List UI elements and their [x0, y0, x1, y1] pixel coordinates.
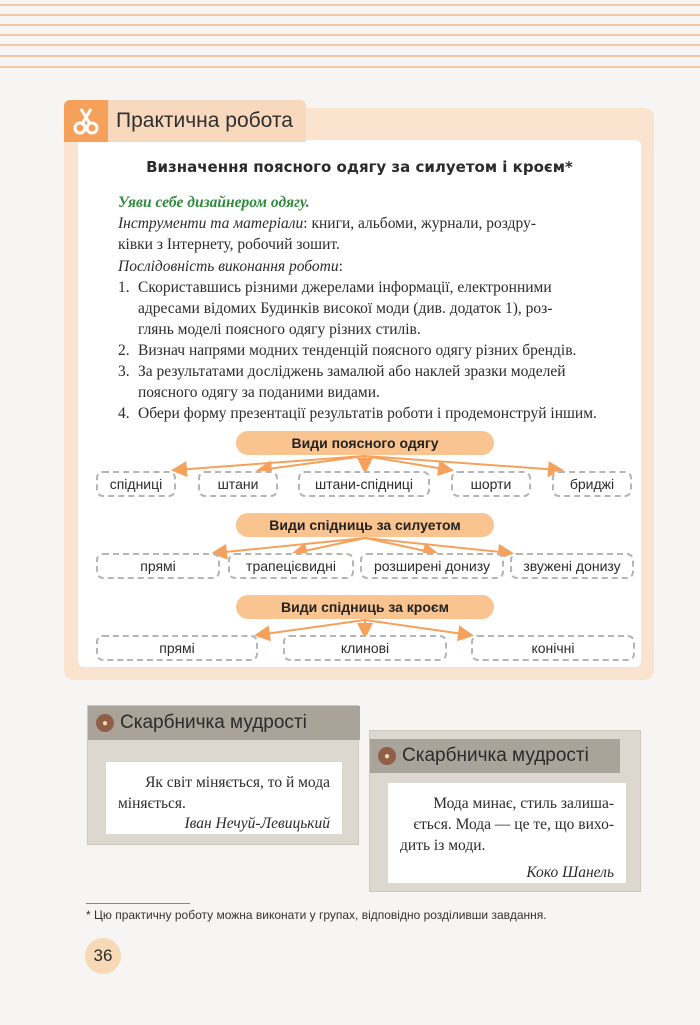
- types-title: Види поясного одягу: [236, 431, 494, 455]
- silhouette-title: Види спідниць за силуетом: [236, 513, 494, 537]
- step-item: 1. Скориставшись різними джерелами інформації, електронними адресами відомих Будинків високої моди (див. додаток 1), роз- глянь моделі поясного одягу різних стилів.: [118, 279, 553, 338]
- tools-line-2: ківки з Інтернету, робочий зошит.: [118, 236, 340, 253]
- wisdom-card-1: [87, 705, 359, 845]
- step-item: 3. За результатами досліджень замалюй або наклей зразки моделей поясного одягу за поданими видами.: [118, 363, 566, 401]
- footnote-divider: [86, 903, 190, 904]
- silhouette-box: розширені донизу: [360, 553, 504, 579]
- cut-box: клинові: [283, 635, 447, 661]
- cut-box: прямі: [96, 635, 258, 661]
- intro-line: Уяви себе дизайнером одягу.: [118, 194, 310, 211]
- step-item: 4. Обери форму презентації результатів роботи і продемонструй іншим.: [118, 405, 597, 422]
- sequence-label: Послідовність виконання роботи: [118, 258, 339, 275]
- step-item: 2. Визнач напрями модних тенденцій поясного одягу різних брендів.: [118, 342, 577, 359]
- wisdom-heading-bar: [88, 706, 360, 740]
- wisdom-author: Іван Нечуй-Левицький: [184, 815, 330, 832]
- button-icon: ●: [378, 747, 396, 765]
- silhouette-box: звужені донизу: [510, 553, 634, 579]
- cut-title: Види спідниць за кроєм: [236, 595, 494, 619]
- wisdom-card-2: [369, 730, 641, 892]
- tools-line-1: Інструменти та матеріали: книги, альбоми, журнали, роздру-: [118, 215, 536, 232]
- type-box: шорти: [451, 471, 531, 497]
- type-box: спідниці: [96, 471, 176, 497]
- wisdom-quote-1: Як світ міняється, то й мода міняється. Іван Нечуй-Левицький: [106, 762, 342, 834]
- type-box: бриджі: [552, 471, 632, 497]
- wisdom-heading: Скарбничка мудрості: [402, 745, 589, 766]
- footnote: * Цю практичну роботу можна виконати у групах, відповідно розділивши завдання.: [86, 908, 547, 922]
- cut-box: конічні: [471, 635, 635, 661]
- page-number: 36: [85, 938, 121, 974]
- type-box: штани-спідниці: [298, 471, 430, 497]
- silhouette-box: прямі: [96, 553, 220, 579]
- wisdom-author: Коко Шанель: [526, 864, 614, 881]
- button-icon: ●: [96, 714, 114, 732]
- wisdom-quote-2: Мода минає, стиль залиша- ється. Мода — це те, що вихо- дить із моди. Коко Шанель: [388, 783, 626, 883]
- tab-title: Практична робота: [116, 109, 293, 132]
- silhouette-box: трапецієвидні: [228, 553, 354, 579]
- work-title: Визначення поясного одягу за силуетом і кроєм*: [146, 158, 573, 176]
- type-box: штани: [198, 471, 278, 497]
- sequence-line: Послідовність виконання роботи:: [118, 258, 343, 275]
- wisdom-heading: Скарбничка мудрості: [120, 712, 307, 733]
- tools-label: Інструменти та матеріали: [118, 215, 304, 232]
- wisdom-heading-bar: [370, 739, 620, 773]
